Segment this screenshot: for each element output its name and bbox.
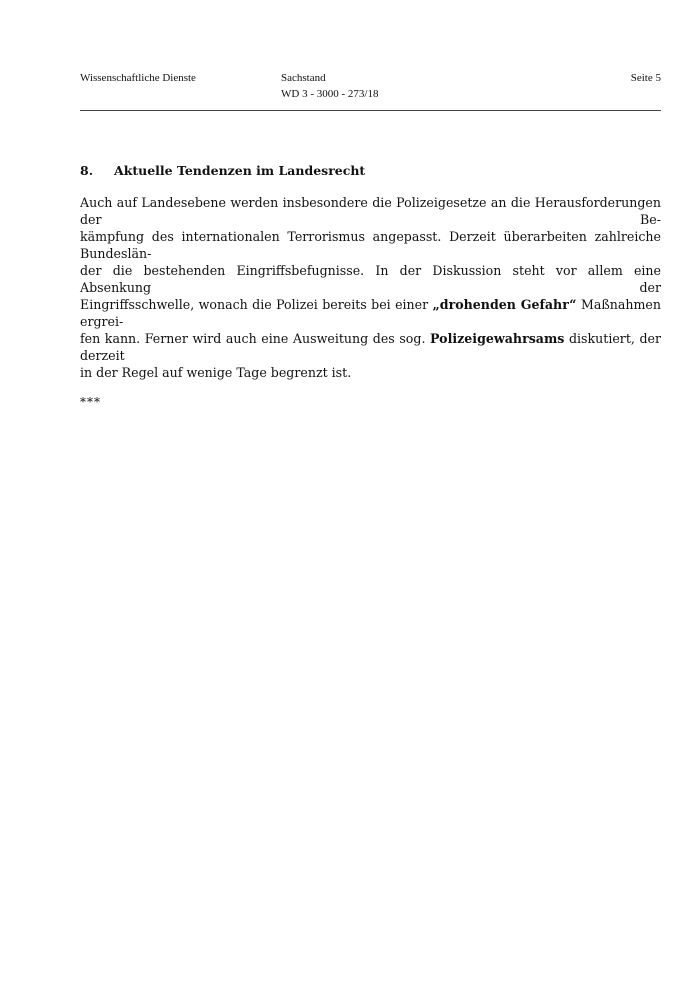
paragraph-text: Eingriffsschwelle, wonach die Polizei bereits bei einer [80,297,433,312]
section-title: Aktuelle Tendenzen im Landesrecht [114,163,366,178]
section-paragraph [80,194,661,381]
paragraph-line [80,296,661,330]
paragraph-line [80,330,661,364]
header-document-info [281,70,378,102]
paragraph-text: diskutiert, der derzeit [80,331,661,363]
emphasis-polizeigewahrsam: Polizeigewahrsams [430,331,565,346]
paragraph-line: der die bestehenden Eingriffsbefugnisse. In der Diskussion steht vor allem eine Absenkung der [80,263,661,295]
paragraph-text: fen kann. Ferner wird auch eine Ausweitung des sog. [80,331,431,346]
header-page-number: Seite 5 [630,72,661,84]
emphasis-drohende-gefahr: „drohenden Gefahr“ [432,297,577,312]
paragraph-line: in der Regel auf wenige Tage begrenzt ist. [80,365,352,380]
paragraph-line: Auch auf Landesebene werden insbesondere die Polizeigesetze an die Herausforderungen der Be- [80,195,661,227]
section-8 [80,162,661,409]
paragraph-line: kämpfung des internationalen Terrorismus angepasst. Derzeit überarbeiten zahlreiche Bundeslän- [80,229,661,261]
header-doc-type: Sachstand [281,72,326,84]
paragraph-text: Maßnahmen ergrei- [80,297,661,329]
section-number: 8. [80,163,94,178]
header-doc-ref: WD 3 - 3000 - 273/18 [281,88,379,100]
end-marker: *** [80,395,101,409]
page-header [80,70,661,110]
header-organization: Wissenschaftliche Dienste [80,72,196,84]
header-divider [80,110,661,111]
section-heading [80,162,661,180]
